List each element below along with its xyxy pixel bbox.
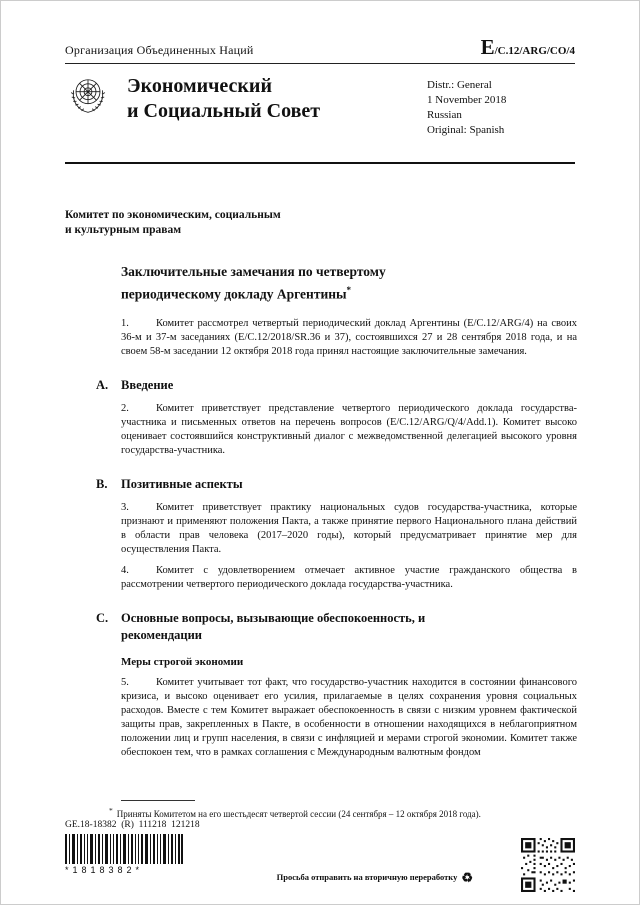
paragraph-text: Комитет приветствует представление четвертого периодического доклада государства-участника и письменных ответов на перечень вопросов (E/C.12/ARG/Q/4/Add.1). Комитет высоко оценивает состоявшийся конструктивный диалог с межведомственной делегацией высокого уровня государства-участника.	[121, 402, 577, 456]
footnote-area	[65, 800, 575, 820]
paragraph-text: Комитет с удовлетворением отмечает активное участие гражданского общества в рассмотрении четвертого периодического доклада государства-участника.	[121, 564, 577, 590]
barcode-block	[65, 834, 183, 875]
distr-language: Russian	[427, 109, 462, 121]
distribution-block	[427, 78, 575, 158]
footnote-text: Приняты Комитетом на его шестьдесят четвертой сессии (24 сентября – 12 октября 2018 года).	[116, 809, 481, 819]
paragraph-4	[121, 564, 577, 592]
doc-symbol	[481, 35, 575, 60]
paragraph-5	[121, 676, 577, 760]
banner-rule	[65, 162, 575, 164]
section-title: Позитивные аспекты	[121, 476, 243, 491]
section-letter: A.	[96, 377, 109, 392]
doc-symbol-letter: E	[480, 35, 495, 59]
paragraph-text: Комитет рассмотрел четвертый периодический доклад Аргентины (E/C.12/ARG/4) на своих 36-м и 37-м заседаниях (E/C.12/2018/SR.36 и 37), состоявшихся 27 и 28 сентября 2018 года, и на своем 58-м заседании 12 октября 2018 года принял настоящие заключительные замечания.	[121, 317, 577, 357]
distr-line: Distr.: General	[427, 79, 492, 91]
council-title-line2: и Социальный Совет	[127, 100, 321, 122]
un-emblem-icon	[65, 74, 111, 120]
section-letter: B.	[96, 476, 108, 491]
subsection-heading: Меры строгой экономии	[121, 655, 244, 668]
qr-code-icon	[521, 838, 575, 892]
header-banner	[65, 72, 575, 158]
recycle-notice	[277, 870, 473, 886]
doc-symbol-number: /C.12/ARG/CO/4	[494, 45, 575, 57]
masthead	[65, 35, 575, 60]
paragraph-number: 4.	[121, 564, 129, 576]
council-title	[127, 74, 320, 158]
document-title-line2: периодическому докладу Аргентины	[121, 286, 347, 302]
page-footer	[65, 820, 603, 894]
footnote	[109, 805, 575, 820]
committee-name-line1: Комитет по экономическим, социальным	[65, 209, 281, 221]
barcode-text: *1818382*	[65, 865, 144, 875]
committee-name-line2: и культурным правам	[65, 224, 182, 236]
section-letter: C.	[96, 610, 109, 625]
footnote-marker: *	[109, 806, 113, 815]
distr-date: 1 November 2018	[427, 94, 507, 106]
paragraph-1	[121, 317, 577, 359]
ge-number: GE.18-18382 (R) 111218 121218	[65, 820, 200, 830]
recycle-text: Просьба отправить на вторичную переработку	[276, 872, 458, 882]
paragraph-3	[121, 501, 577, 557]
section-heading-a	[96, 377, 575, 394]
council-title-line1: Экономический	[127, 75, 272, 97]
distr-original: Original: Spanish	[427, 124, 505, 136]
barcode-icon	[65, 834, 183, 864]
title-footnote-ref: *	[346, 285, 352, 295]
document-title-line1: Заключительные замечания по четвертому	[121, 264, 386, 279]
section-heading-b	[96, 476, 575, 493]
section-title: Введение	[121, 377, 174, 392]
paragraph-text: Комитет приветствует практику национальных судов государства-участника, которые признают и применяют положения Пакта, а также принятие первого Национального плана действий в области прав человека (2017–2020 годы), который предусматривает принятие мер для осуществления Пакта.	[121, 501, 577, 555]
paragraph-text: Комитет учитывает тот факт, что государство-участник находится в состоянии финансового кризиса, и высоко оценивает его усилия, прилагаемые в целях сохранения уровня социальных расходов. Вместе с тем Комитет выражает обеспокоенность в связи с низким уровнем фактической защиты прав, закрепленных в Пакте, в особенности в отношении находящихся в неблагоприятном положении лиц и групп населения, в связи с инфляцией и мерами строгой экономии. Комитет также обеспокоен тем, что в рамках соглашения с Международным валютным фондом	[121, 676, 577, 758]
paragraph-number: 3.	[121, 501, 129, 513]
footnote-rule	[121, 800, 195, 801]
committee-name	[65, 208, 575, 238]
recycle-icon: ♻	[461, 870, 473, 885]
paragraph-number: 5.	[121, 676, 129, 688]
paragraph-2	[121, 402, 577, 458]
section-title: Основные вопросы, вызывающие обеспокоенность, и рекомендации	[121, 610, 426, 642]
document-title	[121, 262, 575, 304]
paragraph-number: 1.	[121, 317, 129, 329]
document-body	[65, 208, 575, 760]
paragraph-number: 2.	[121, 402, 129, 414]
un-organization-name: Организация Объединенных Наций	[65, 43, 254, 57]
section-heading-c	[96, 610, 575, 644]
header-rule	[65, 63, 575, 64]
